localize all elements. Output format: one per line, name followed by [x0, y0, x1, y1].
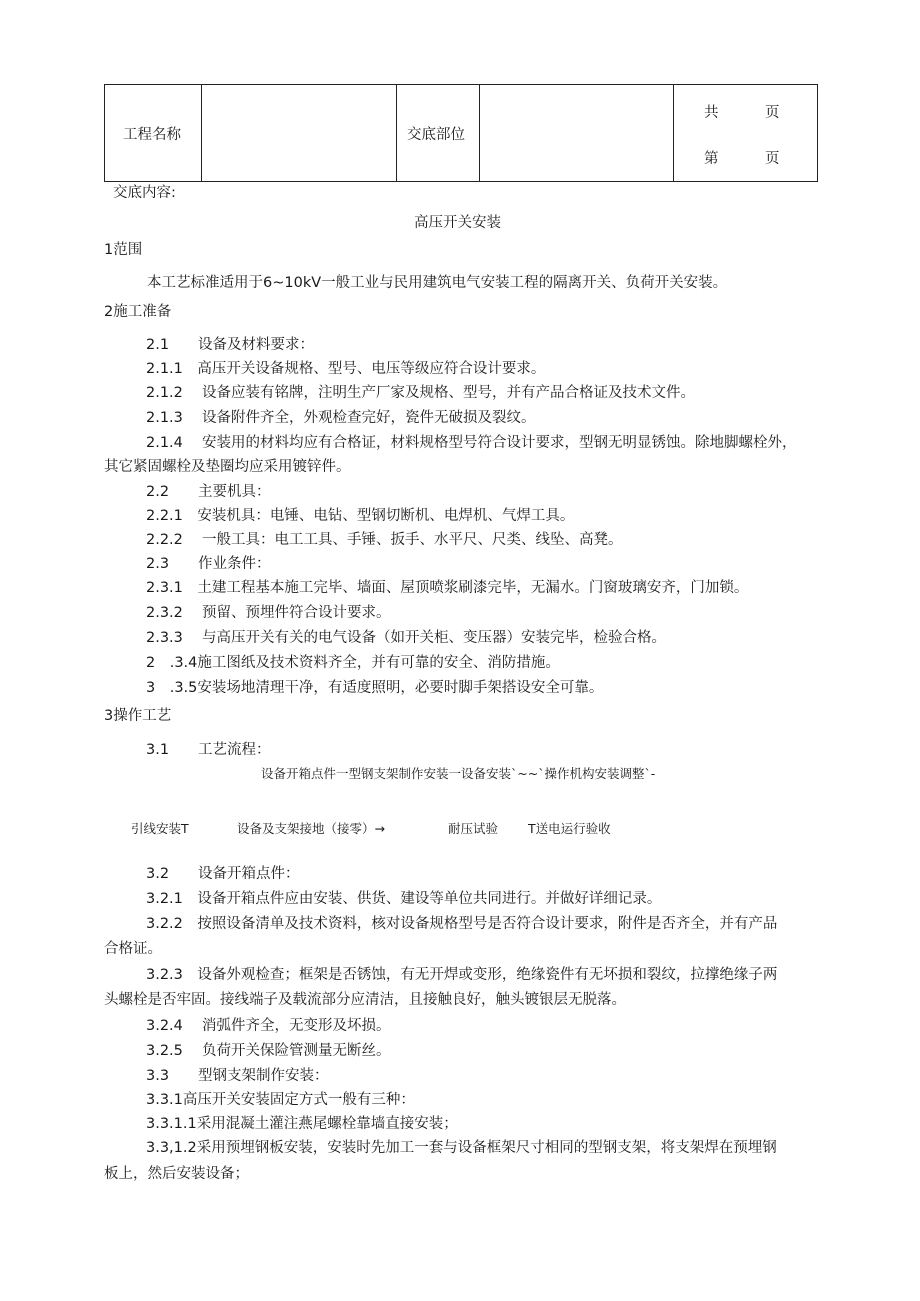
paragraph-line: 2.2 主要机具： [146, 484, 271, 500]
paragraph-line: 2 .3.4施工图纸及技术资料齐全，并有可靠的安全、消防措施。 [146, 655, 560, 671]
paragraph-line: 2.1.1 高压开关设备规格、型号、电压等级应符合设计要求。 [146, 361, 546, 377]
section-heading: 1范围 [104, 242, 143, 258]
paragraph-line: 2.3.2 预留、预埋件符合设计要求。 [146, 605, 391, 621]
paragraph-line: 3.2 设备开箱点件： [146, 866, 300, 882]
flow-step-grounding: 设备及支架接地（接零）→ [237, 821, 385, 836]
paragraph-line: 2.1 设备及材料要求： [146, 337, 315, 353]
paragraph-line: 2.1.2 设备应装有铭牌，注明生产厂家及规格、型号，并有产品合格证及技术文件。 [146, 385, 696, 401]
paragraph-line: 2.3.1 土建工程基本施工完毕、墙面、屋顶喷浆刷漆完毕，无漏水。门窗玻璃安齐，门加锁。 [146, 580, 749, 596]
project-name-label-cell [105, 85, 202, 182]
section-heading: 3操作工艺 [104, 708, 172, 724]
section-heading: 2施工准备 [104, 304, 172, 320]
flow-step-acceptance: T送电运行验收 [528, 821, 611, 836]
paragraph-line: 3.3.1高压开关安装固定方式一般有三种： [146, 1092, 415, 1108]
paragraph-line: 头螺栓是否牢固。接线端子及载流部分应清洁，且接触良好，触头镀银层无脱落。 [104, 992, 626, 1008]
paragraph-line: 2.1.3 设备附件齐全，外观检查完好，瓷件无破损及裂纹。 [146, 410, 536, 426]
handover-part-value-cell [480, 85, 674, 182]
handover-part-label: 交底部位 [407, 126, 465, 143]
flow-step-wiring: 引线安装T [131, 821, 189, 836]
current-label: 第 [704, 151, 719, 167]
page-count-cell [674, 85, 818, 182]
paragraph-line: 2.3.3 与高压开关有关的电气设备（如开关柜、变压器）安装完毕，检验合格。 [146, 630, 667, 646]
paragraph-line: 3.2.2 按照设备清单及技术资料，核对设备规格型号是否符合设计要求，附件是否齐全，并有产品 [146, 916, 778, 932]
paragraph-line: 3.2.4 消弧件齐全，无变形及坏损。 [146, 1018, 391, 1034]
paragraph-line: 3.3 型钢支架制作安装： [146, 1068, 329, 1084]
flow-line-1: 设备开箱点件一型钢支架制作安装一设备安装`~~`操作机构安装调整`- [261, 766, 656, 781]
paragraph-line: 合格证。 [104, 941, 162, 957]
project-name-value-cell [202, 85, 397, 182]
page-unit-1: 页 [765, 105, 780, 121]
header-table [104, 84, 818, 182]
paragraph-line: 2.2.1 安装机具：电锤、电钻、型钢切断机、电焊机、气焊工具。 [146, 508, 575, 524]
paragraph-line: 3 .3.5安装场地清理干净，有适度照明，必要时脚手架搭设安全可靠。 [146, 680, 604, 696]
paragraph-line: 3.1 工艺流程： [146, 742, 271, 758]
paragraph-line: 其它紧固螺栓及垫圈均应采用镀锌件。 [104, 459, 351, 475]
paragraph-line: 3.2.1 设备开箱点件应由安装、供货、建设等单位共同进行。并做好详细记录。 [146, 891, 662, 907]
paragraph-line: 3.2.3 设备外观检查；框架是否锈蚀，有无开焊或变形，绝缘瓷件有无坏损和裂纹，拉撑绝缘子两 [146, 967, 778, 983]
paragraph-line: 板上，然后安装设备； [104, 1166, 249, 1182]
paragraph-line: 3.2.5 负荷开关保险管测量无断丝。 [146, 1043, 391, 1059]
paragraph-line: 2.3 作业条件： [146, 556, 271, 572]
content-label: 交底内容: [113, 185, 176, 201]
project-name-label: 工程名称 [123, 126, 181, 143]
paragraph-line: 2.2.2 一般工具：电工工具、手锤、扳手、水平尺、尺类、线坠、高凳。 [146, 532, 623, 548]
handover-part-label-cell [397, 85, 480, 182]
page-unit-2: 页 [765, 151, 780, 167]
total-label: 共 [704, 105, 719, 121]
paragraph-line: 3.3,1.2采用预埋钢板安装，安装时先加工一套与设备框架尺寸相同的型钢支架，将支架焊在预埋钢 [146, 1140, 777, 1156]
paragraph-line: 本工艺标准适用于6~10kV一般工业与民用建筑电气安装工程的隔离开关、负荷开关安装。 [147, 275, 728, 291]
paragraph-line: 2.1.4 安装用的材料均应有合格证，材料规格型号符合设计要求，型钢无明显锈蚀。除地脚螺栓外， [146, 435, 797, 451]
paragraph-line: 3.3.1.1采用混凝土灌注燕尾螺栓靠墙直接安装； [146, 1116, 458, 1132]
document-title: 高压开关安装 [414, 215, 501, 231]
flow-step-pressure-test: 耐压试验 [448, 821, 499, 836]
